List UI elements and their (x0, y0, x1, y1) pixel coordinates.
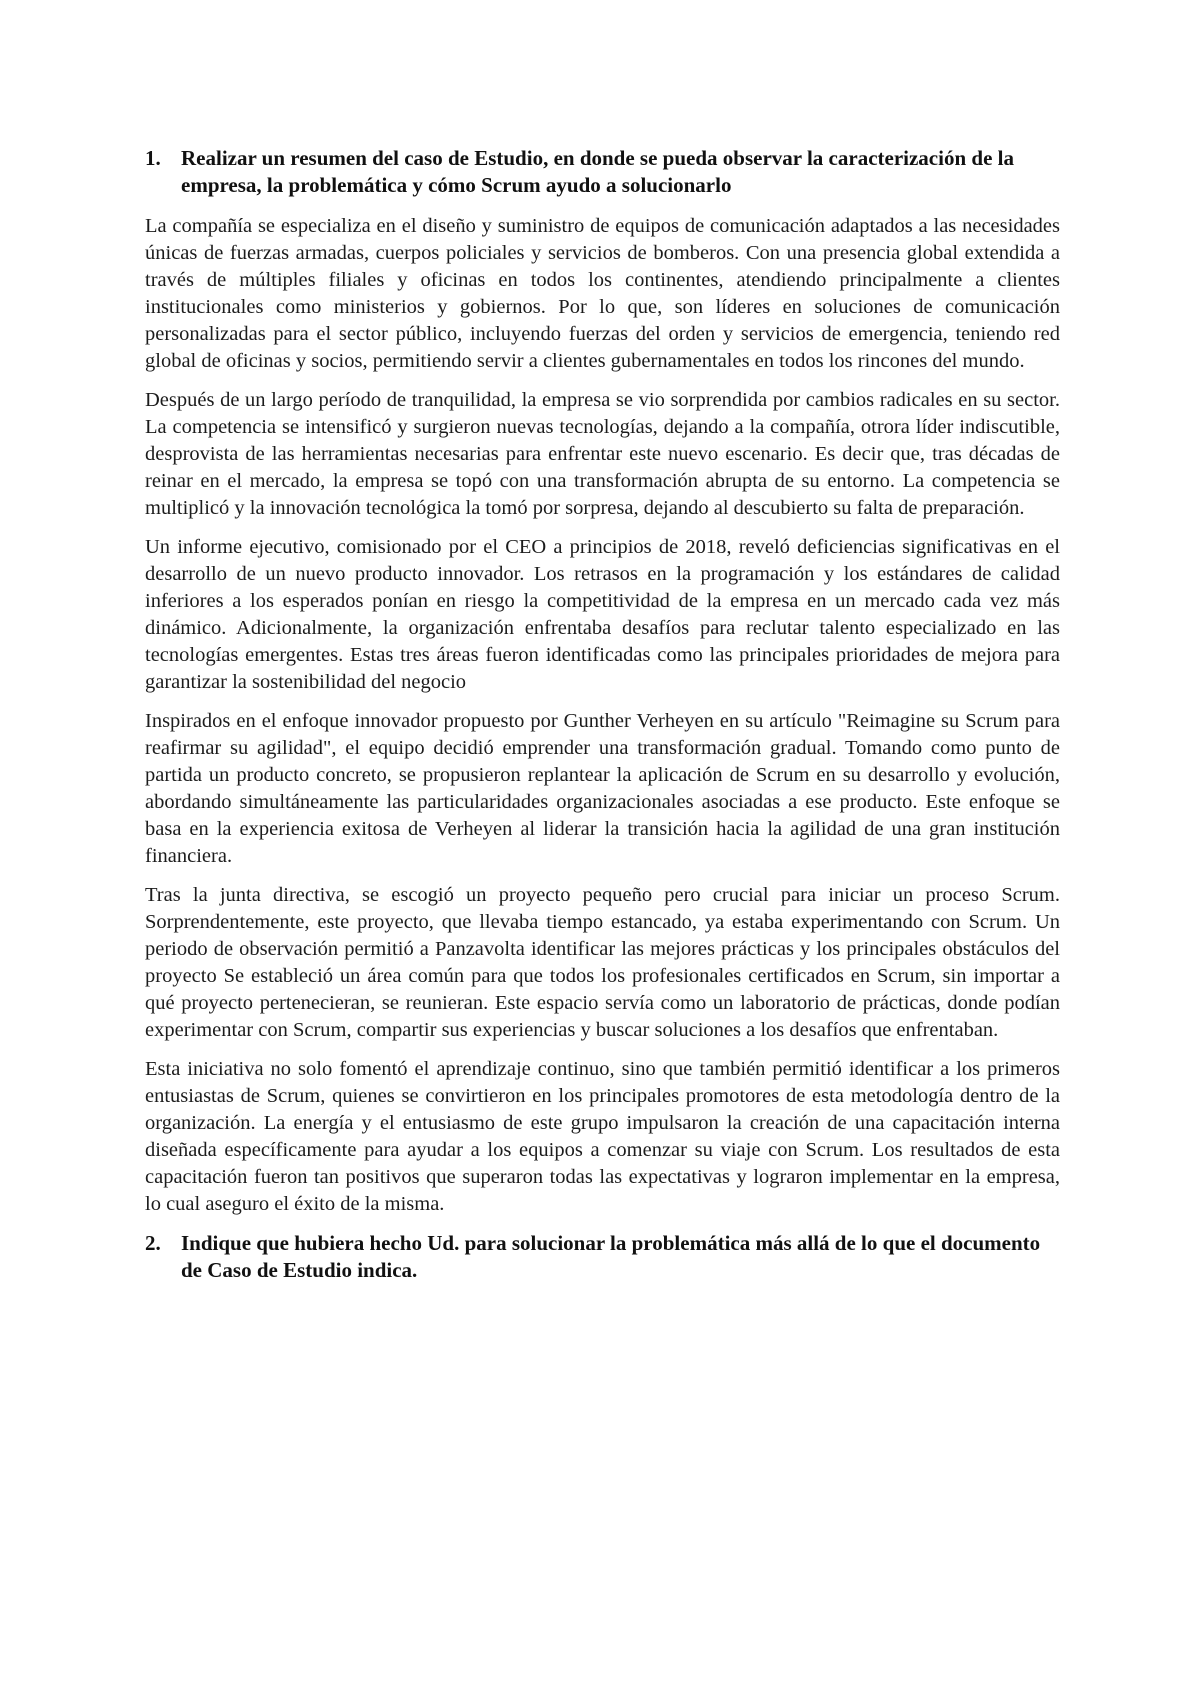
paragraph-training-results: Esta iniciativa no solo fomentó el aprendizaje continuo, sino que también permitió identificar a los primeros entusiastas de Scrum, quienes se convirtieron en los principales promotores de esta metodología dentro de la organización. La energía y el entusiasmo de este grupo impulsaron la creación de una capacitación interna diseñada específicamente para ayudar a los equipos a comenzar su viaje con Scrum. Los resultados de esta capacitación fueron tan positivos que superaron todas las expectativas y lograron implementar en la empresa, lo cual aseguro el éxito de la misma. (145, 1058, 1060, 1215)
paragraph-pilot-project: Tras la junta directiva, se escogió un proyecto pequeño pero crucial para iniciar un proceso Scrum. Sorprendentemente, este proyecto, que llevaba tiempo estancado, ya estaba experimentando con Scrum. Un periodo de observación permitió a Panzavolta identificar las mejores prácticas y los principales obstáculos del proyecto Se estableció un área común para que todos los profesionales certificados en Scrum, sin importar a qué proyecto pertenecieran, se reunieran. Este espacio servía como un laboratorio de prácticas, donde podían experimentar con Scrum, compartir sus experiencias y buscar soluciones a los desafíos que enfrentaban. (145, 884, 1060, 1041)
paragraph-executive-report: Un informe ejecutivo, comisionado por el CEO a principios de 2018, reveló deficiencias significativas en el desarrollo de un nuevo producto innovador. Los retrasos en la programación y los estándares de calidad inferiores a los esperados ponían en riesgo la competitividad de la empresa en un mercado cada vez más dinámico. Adicionalmente, la organización enfrentaba desafíos para reclutar talento especializado en las tecnologías emergentes. Estas tres áreas fueron identificadas como las principales prioridades de mejora para garantizar la sostenibilidad del negocio (145, 536, 1060, 693)
paragraph-company-profile: La compañía se especializa en el diseño y suministro de equipos de comunicación adaptados a las necesidades únicas de fuerzas armadas, cuerpos policiales y servicios de bomberos. Con una presencia global extendida a través de múltiples filiales y oficinas en todos los continentes, atendiendo principalmente a clientes institucionales como ministerios y gobiernos. Por lo que, son líderes en soluciones de comunicación personalizadas para el sector público, incluyendo fuerzas del orden y servicios de emergencia, teniendo red global de oficinas y socios, permitiendo servir a clientes gubernamentales en todos los rincones del mundo. (145, 215, 1060, 372)
question-1-heading (145, 145, 1060, 199)
paragraph-market-change: Después de un largo período de tranquilidad, la empresa se vio sorprendida por cambios radicales en su sector. La competencia se intensificó y surgieron nuevas tecnologías, dejando a la compañía, otrora líder indiscutible, desprovista de las herramientas necesarias para enfrentar este nuevo escenario. Es decir que, tras décadas de reinar en el mercado, la empresa se topó con una transformación abrupta de su entorno. La competencia se multiplicó y la innovación tecnológica la tomó por sorpresa, dejando al descubierto su falta de preparación. (145, 389, 1060, 519)
question-1-number: 1. (145, 146, 161, 170)
question-2-heading (145, 1230, 1060, 1284)
paragraph-scrum-inspiration: Inspirados en el enfoque innovador propuesto por Gunther Verheyen en su artículo "Reimagine su Scrum para reafirmar su agilidad", el equipo decidió emprender una transformación gradual. Tomando como punto de partida un producto concreto, se propusieron replantear la aplicación de Scrum en su desarrollo y evolución, abordando simultáneamente las particularidades organizacionales asociadas a ese producto. Este enfoque se basa en la experiencia exitosa de Verheyen al liderar la transición hacia la agilidad de una gran institución financiera. (145, 710, 1060, 867)
question-2-text: Indique que hubiera hecho Ud. para solucionar la problemática más allá de lo que el documento de Caso de Estudio indica. (181, 1231, 1041, 1282)
question-1-text: Realizar un resumen del caso de Estudio, en donde se pueda observar la caracterización de la empresa, la problemática y cómo Scrum ayudo a solucionarlo (181, 146, 1014, 197)
document-body (145, 145, 1060, 1298)
question-2-number: 2. (145, 1231, 161, 1255)
